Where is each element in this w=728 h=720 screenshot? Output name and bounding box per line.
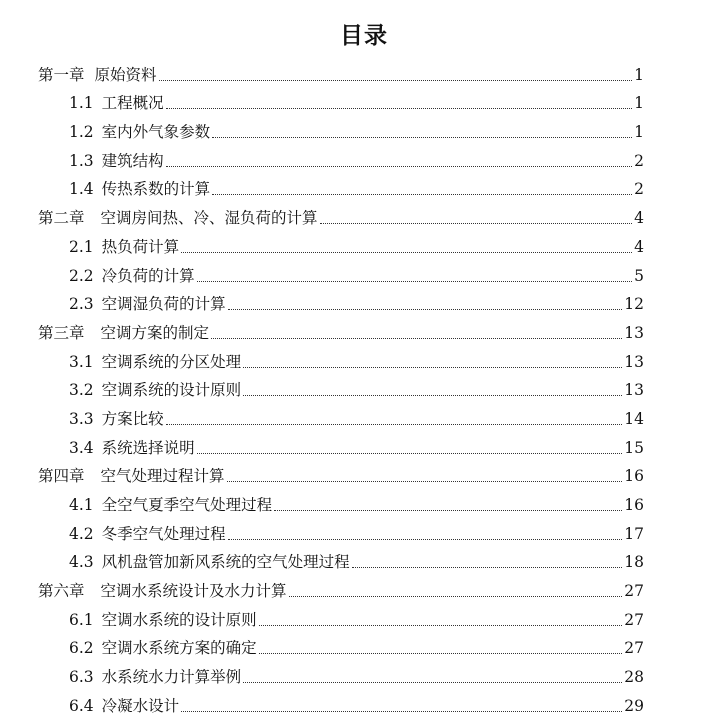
- toc-entry-label: [69, 93, 164, 117]
- dot-leader: [243, 681, 622, 683]
- toc-entry-text: 空调方案的制定: [100, 323, 210, 342]
- dot-leader: [228, 308, 623, 310]
- toc-entry-label: [38, 208, 318, 232]
- toc-page-number: 27: [624, 610, 644, 629]
- toc-entry-text: 冬季空气处理过程: [101, 524, 226, 543]
- toc-entry-label: [69, 438, 195, 462]
- toc-entry-section-6-1[interactable]: [0, 605, 728, 634]
- toc-entry-number: 1.4: [69, 180, 94, 199]
- toc-entry-number: 4.1: [69, 496, 94, 514]
- toc-entry-number: 1.2: [69, 123, 94, 142]
- toc-entry-label: [69, 667, 241, 691]
- toc-page-number: 13: [624, 381, 644, 400]
- toc-entry-section-4-1[interactable]: [0, 490, 728, 519]
- toc-entry-label: [69, 696, 179, 720]
- toc-page-number: 2: [634, 180, 644, 199]
- toc-entry-label: [69, 352, 241, 376]
- toc-entry-number: 3.3: [69, 409, 94, 428]
- dot-leader: [243, 366, 622, 368]
- toc-page-number: 2: [634, 151, 644, 170]
- toc-entry-number: 2.3: [69, 295, 94, 314]
- toc-entry-text: 空气处理过程计算: [100, 467, 225, 486]
- toc-entry-section-4-3[interactable]: [0, 548, 728, 577]
- dot-leader: [259, 652, 623, 654]
- dot-leader: [259, 624, 623, 626]
- toc-entry-section-3-1[interactable]: [0, 347, 728, 376]
- toc-entry-text: 冷负荷的计算: [101, 266, 195, 285]
- toc-entry-section-1-2[interactable]: [0, 117, 728, 146]
- toc-entry-text: 原始资料: [94, 65, 157, 84]
- dot-leader: [159, 79, 633, 81]
- dot-leader: [228, 538, 623, 540]
- toc-entry-text: 冷凝水设计: [101, 696, 180, 715]
- toc-page-number: 1: [634, 123, 644, 142]
- toc-entry-section-6-2[interactable]: [0, 634, 728, 663]
- dot-leader: [197, 452, 623, 454]
- toc-entry-text: 空调水系统设计及水力计算: [100, 582, 287, 601]
- toc-page-number: 15: [624, 438, 644, 457]
- toc-entry-text: 传热系数的计算: [101, 180, 211, 199]
- toc-entry-label: [69, 179, 210, 203]
- toc-entry-number: 3.4: [69, 438, 94, 457]
- toc-entry-number: 6.3: [69, 668, 94, 687]
- toc-entry-number: 6.4: [69, 696, 94, 715]
- toc-page-number: 14: [624, 409, 644, 428]
- toc-entry-chapter-6[interactable]: [0, 576, 728, 605]
- toc-entry-number: 6.2: [69, 639, 94, 658]
- dot-leader: [289, 595, 623, 597]
- dot-leader: [212, 193, 632, 195]
- toc-entry-label: [69, 151, 164, 175]
- toc-page-number: 17: [624, 524, 644, 543]
- toc-entry-label: [69, 610, 257, 634]
- toc-entry-section-1-3[interactable]: [0, 146, 728, 175]
- toc-entry-section-2-3[interactable]: [0, 290, 728, 319]
- dot-leader: [211, 337, 622, 339]
- toc-entry-text: 水系统水力计算举例: [101, 668, 242, 687]
- toc-entry-number: 2.1: [69, 237, 94, 256]
- toc-entry-label: [69, 524, 226, 548]
- toc-entry-label: [69, 495, 272, 519]
- toc-entry-number: 第一章: [38, 65, 85, 84]
- toc-entry-section-2-1[interactable]: [0, 232, 728, 261]
- toc-entry-section-2-2[interactable]: [0, 261, 728, 290]
- toc-entry-label: [69, 380, 241, 404]
- toc-entry-text: 空调水系统方案的确定: [101, 639, 257, 658]
- toc-entry-text: 系统选择说明: [101, 438, 195, 457]
- toc-entry-section-3-2[interactable]: [0, 376, 728, 405]
- dot-leader: [166, 165, 632, 167]
- toc-entry-number: 第四章: [38, 467, 85, 486]
- toc-entry-text: 空调房间热、冷、湿负荷的计算: [100, 209, 318, 228]
- toc-page-number: 4: [634, 209, 644, 228]
- toc-entry-section-3-3[interactable]: [0, 404, 728, 433]
- toc-entry-number: 3.2: [69, 381, 94, 400]
- toc-entry-label: [38, 581, 287, 605]
- dot-leader: [274, 509, 622, 511]
- toc-entry-label: [38, 65, 157, 89]
- toc-entry-text: 室内外气象参数: [101, 123, 211, 142]
- toc-entry-text: 空调湿负荷的计算: [101, 295, 226, 314]
- toc-entry-label: [69, 266, 195, 290]
- toc-entry-section-6-3[interactable]: [0, 662, 728, 691]
- toc-page-number: 28: [624, 668, 644, 687]
- toc-entry-text: 空调水系统的设计原则: [101, 610, 257, 629]
- toc-entry-text: 热负荷计算: [101, 237, 180, 256]
- toc-page-number: 27: [624, 639, 644, 658]
- toc-entry-label: [38, 466, 225, 490]
- toc-entry-section-3-4[interactable]: [0, 433, 728, 462]
- toc-page-number: 1: [634, 65, 644, 84]
- toc-page-number: 16: [624, 467, 644, 486]
- toc-entry-number: 4.2: [69, 524, 94, 543]
- toc-entry-chapter-2[interactable]: [0, 203, 728, 232]
- dot-leader: [352, 566, 623, 568]
- toc-page-number: 4: [634, 237, 644, 256]
- toc-page-number: 27: [624, 582, 644, 601]
- toc-page-number: 13: [624, 323, 644, 342]
- toc-entry-label: [69, 237, 179, 261]
- toc-entry-text: 空调系统的设计原则: [101, 381, 242, 400]
- toc-list: [0, 60, 728, 720]
- toc-entry-text: 方案比较: [101, 409, 164, 428]
- dot-leader: [181, 710, 622, 712]
- toc-entry-section-1-4[interactable]: [0, 175, 728, 204]
- toc-entry-label: [69, 552, 350, 576]
- dot-leader: [212, 136, 632, 138]
- toc-entry-section-6-4[interactable]: [0, 691, 728, 720]
- toc-page-number: 1: [634, 94, 644, 113]
- toc-entry-label: [69, 409, 164, 433]
- toc-entry-label: [38, 323, 209, 347]
- toc-entry-number: 2.2: [69, 266, 94, 285]
- dot-leader: [320, 222, 633, 224]
- toc-entry-text: 全空气夏季空气处理过程: [101, 496, 273, 514]
- toc-entry-number: 1.1: [69, 94, 94, 113]
- toc-entry-label: [69, 638, 257, 662]
- toc-entry-number: 第三章: [38, 323, 85, 342]
- page-title: 目录: [340, 23, 388, 49]
- dot-leader: [166, 423, 623, 425]
- toc-page-number: 5: [634, 266, 644, 285]
- toc-entry-section-4-2[interactable]: [0, 519, 728, 548]
- toc-entry-number: 1.3: [69, 151, 94, 170]
- dot-leader: [166, 107, 632, 109]
- toc-entry-number: 3.1: [69, 352, 94, 371]
- toc-page-number: 29: [624, 696, 644, 715]
- toc-entry-text: 风机盘管加新风系统的空气处理过程: [101, 553, 350, 572]
- dot-leader: [227, 480, 623, 482]
- toc-entry-chapter-4[interactable]: [0, 462, 728, 491]
- dot-leader: [243, 394, 622, 396]
- toc-entry-label: [69, 294, 226, 318]
- toc-entry-label: [69, 122, 210, 146]
- toc-entry-text: 建筑结构: [101, 151, 164, 170]
- toc-entry-number: 第二章: [38, 209, 85, 228]
- dot-leader: [181, 251, 632, 253]
- toc-entry-section-1-1[interactable]: [0, 89, 728, 118]
- toc-entry-text: 空调系统的分区处理: [101, 352, 242, 371]
- dot-leader: [197, 280, 632, 282]
- toc-entry-number: 第六章: [38, 582, 85, 601]
- toc-entry-number: 6.1: [69, 610, 94, 629]
- toc-page-number: 18: [624, 553, 644, 572]
- toc-entry-number: 4.3: [69, 553, 94, 572]
- toc-entry-chapter-1[interactable]: [0, 60, 728, 89]
- toc-page-number: 16: [624, 496, 644, 514]
- toc-entry-chapter-3[interactable]: [0, 318, 728, 347]
- toc-entry-text: 工程概况: [101, 94, 164, 113]
- toc-page-number: 12: [624, 295, 644, 314]
- toc-page-number: 13: [624, 352, 644, 371]
